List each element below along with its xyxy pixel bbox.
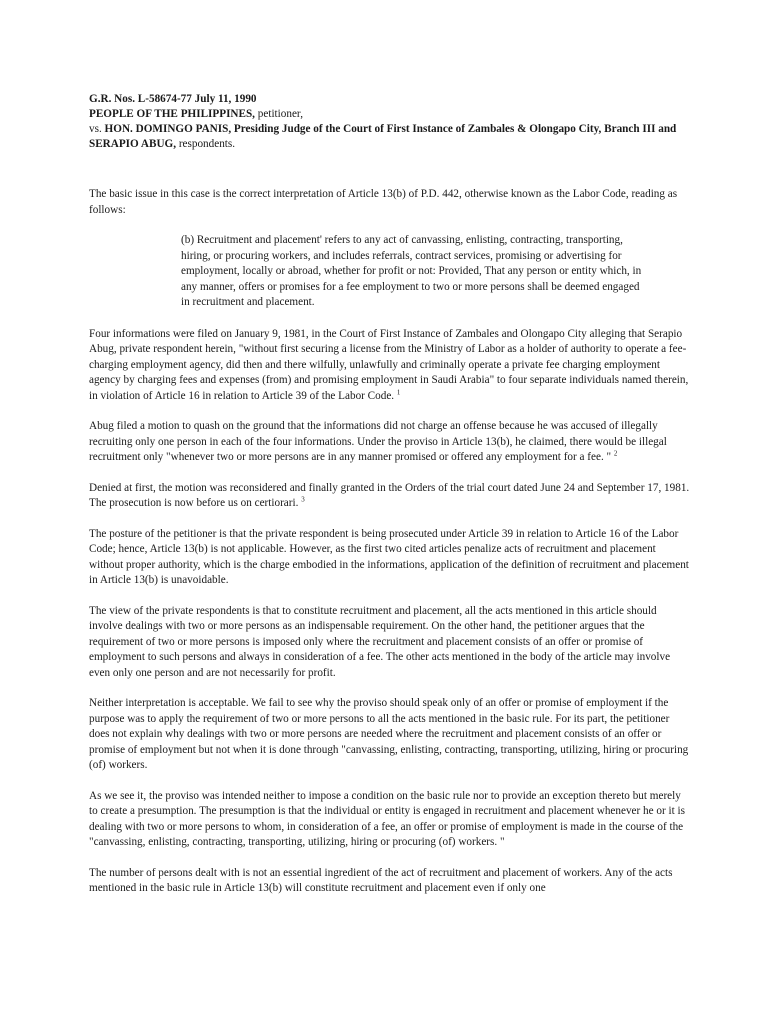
footnote-marker[interactable]: 1 <box>396 387 401 396</box>
respondent-names: HON. DOMINGO PANIS, Presiding Judge of the Court of First Instance of Zambales & Olongapo City, Branch III and SERAPIO ABUG, <box>89 123 677 150</box>
footnote-marker[interactable]: 3 <box>301 495 305 504</box>
paragraph: The view of the private respondents is that to constitute recruitment and placement, all the acts mentioned in this article should involve dealings with two or more persons as an indispensable requirement. On the other hand, the petitioner argues that the requirement of two or more persons is imposed only where the recruitment and placement consists of an offer or promise of employment to such persons and always in consideration of a fee. The other acts mentioned in the body of the article may involve even only one person and are not necessarily for profit. <box>89 604 671 679</box>
footnote-marker[interactable]: 2 <box>613 449 618 458</box>
paragraph: Abug filed a motion to quash on the ground that the informations did not charge an offense because he was accused of illegally recruiting only one person in each of the four informations. Under the proviso in Article 13(b), he claimed, there would be illegal recruitment only "whenever two or more persons are in any manner promised or offered any employment for a fee. " $^2$ <box>89 420 667 463</box>
paragraph: Denied at first, the motion was reconsidered and finally granted in the Orders of the trial court dated June 24 and September 17, 1981. The prosecution is now before us on certiorari. $^3$ <box>89 481 690 509</box>
versus-label: vs. <box>89 123 105 135</box>
block-quote: (b) Recruitment and placement' refers to any act of canvassing, enlisting, contracting, transporting, hiring, or procuring workers, and includes referrals, contract services, promising or advertising for employment, locally or abroad, whether for profit or not: Provided, That any person or entity which, in any manner, offers or promises for a fee employment to two or more persons shall be deemed engaged in recruitment and placement. <box>181 234 642 308</box>
document-page <box>89 92 691 912</box>
case-number: G.R. Nos. L-58674-77 July 11, 1990 <box>89 93 257 105</box>
respondent-role: respondents. <box>176 138 236 150</box>
paragraph: The number of persons dealt with is not an essential ingredient of the act of recruitment and placement of workers. Any of the acts mentioned in the basic rule in Article 13(b) will constitute recruitment and placement even if only one <box>89 866 673 894</box>
paragraph: Four informations were filed on January 9, 1981, in the Court of First Instance of Zambales and Olongapo City alleging that Serapio Abug, private respondent herein, "without first securing a license from the Ministry of Labor as a holder of authority to operate a fee-charging employment agency, did then and there wilfully, unlawfully and criminally operate a private fee charging employment agency by charging fees and expenses (from) and promising employment in Saudi Arabia" to four separate individuals named therein, in violation of Article 16 in relation to Article 39 of the Labor Code. $^1$ <box>89 327 689 402</box>
petitioner-role: petitioner, <box>254 108 304 120</box>
paragraph: The posture of the petitioner is that the private respondent is being prosecuted under Article 39 in relation to Article 16 of the Labor Code; hence, Article 13(b) is not applicable. However, as the first two cited articles penalize acts of recruitment and placement without proper authority, which is the charge embodied in the informations, application of the definition of recruitment and placement in Article 13(b) is unavoidable. <box>89 527 689 586</box>
case-caption <box>89 92 691 152</box>
paragraph: The basic issue in this case is the correct interpretation of Article 13(b) of P.D. 442, otherwise known as the Labor Code, reading as follows: <box>89 188 678 216</box>
paragraph: As we see it, the proviso was intended neither to impose a condition on the basic rule nor to provide an exception thereto but merely to create a presumption. The presumption is that the individual or entity is engaged in recruitment and placement whenever he or it is dealing with two or more persons to whom, in consideration of a fee, an offer or promise of employment is made in the course of the "canvassing, enlisting, contracting, transporting, utilizing, hiring or procuring (of) workers. " <box>89 789 685 848</box>
paragraph: Neither interpretation is acceptable. We fail to see why the proviso should speak only of an offer or promise of employment if the purpose was to apply the requirement of two or more persons to all the acts mentioned in the basic rule. For its part, the petitioner does not explain why dealings with two or more persons are needed where the recruitment and placement consists of an offer or promise of employment but not when it is done through "canvassing, enlisting, contracting, transporting, utilizing, hiring or procuring (of) workers. <box>89 697 689 771</box>
petitioner-name: PEOPLE OF THE PHILIPPINES, <box>89 108 255 120</box>
